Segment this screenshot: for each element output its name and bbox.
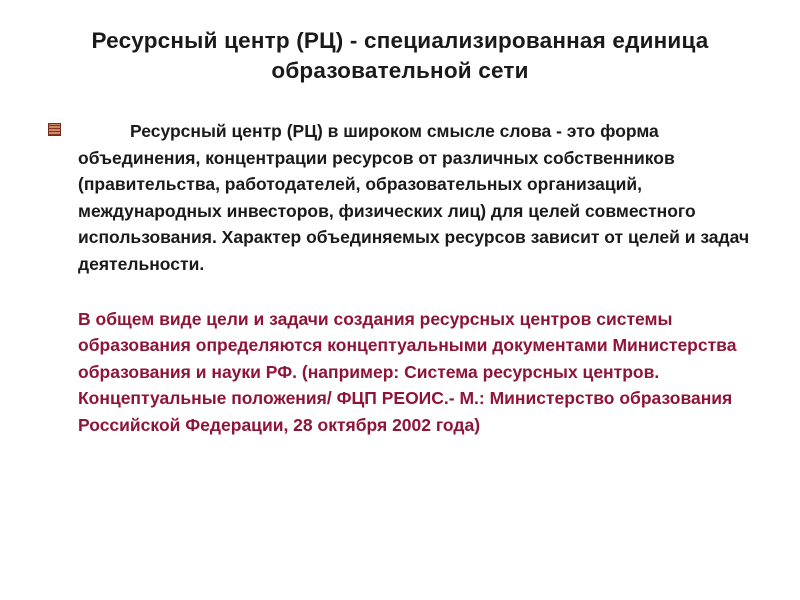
square-bullet-icon <box>48 123 61 136</box>
paragraph-primary <box>48 118 760 278</box>
paragraph-primary-text: Ресурсный центр (РЦ) в широком смысле слова - это форма объединения, концентрации ресурсов от различных собственников (правительства, работодателей, образовательных организаций, международных инвесторов, физических лиц) для целей совместного использования. Характер объединяемых ресурсов зависит от целей и задач деятельности. <box>78 121 750 274</box>
slide-body <box>48 118 760 439</box>
slide-title: Ресурсный центр (РЦ) - специализированная единица образовательной сети <box>91 28 709 83</box>
paragraph-secondary: В общем виде цели и задачи создания ресурсных центров системы образования определяются концептуальными документами Министерства образования и науки РФ. (например: Система ресурсных центров. Концептуальные положения/ ФЦП РЕОИС.- М.: Министерство образования Российской Федерации, 28 октября 2002 года) <box>78 308 737 435</box>
